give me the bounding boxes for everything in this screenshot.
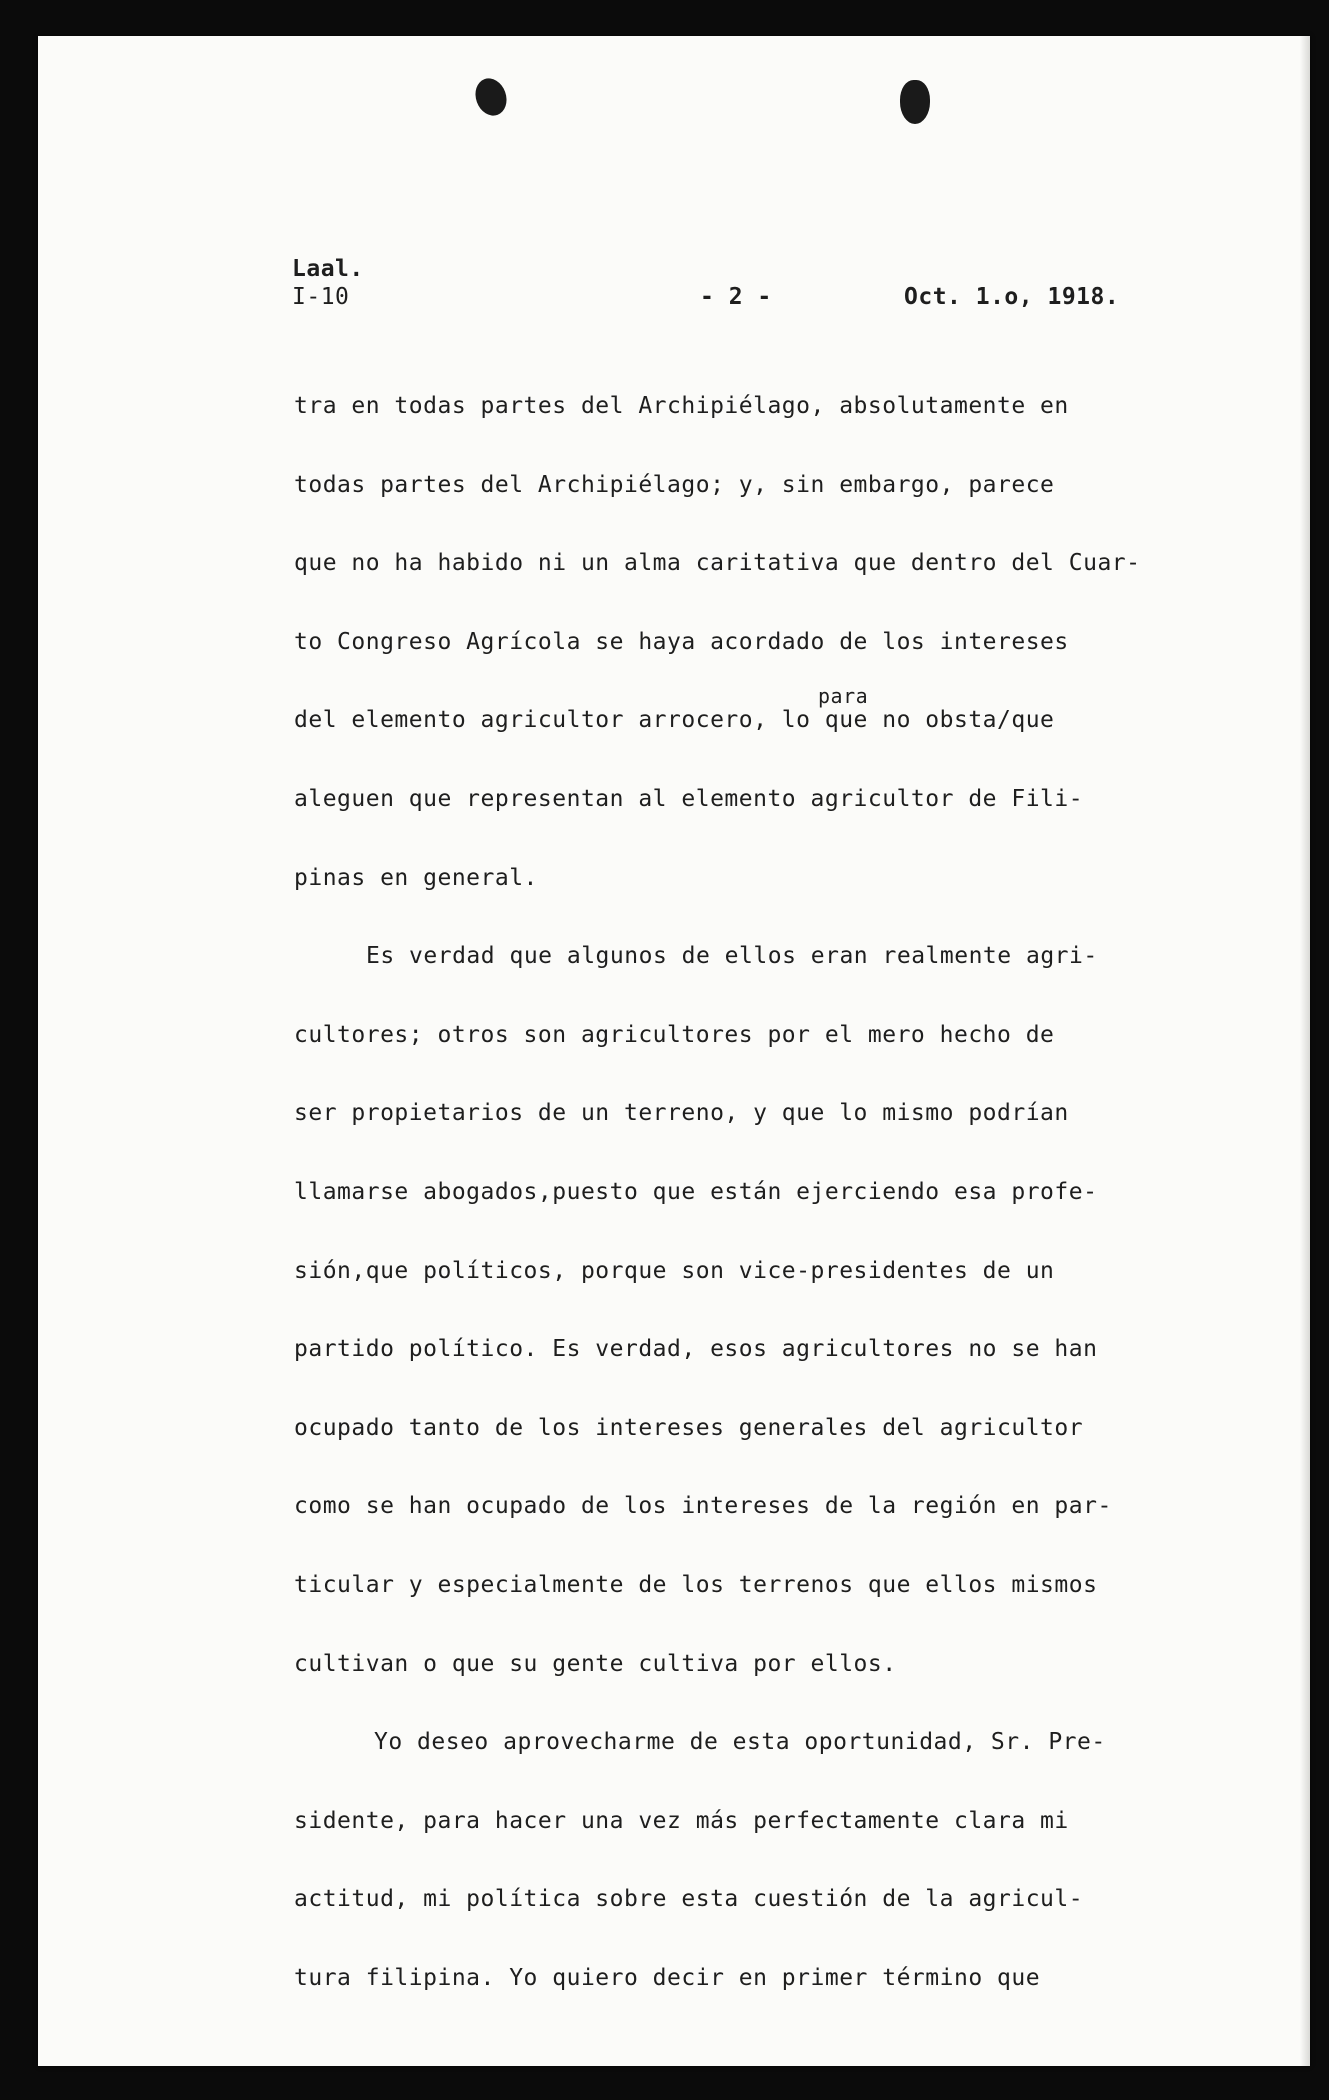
reference-number: I-10 bbox=[292, 284, 350, 310]
text-line: del elemento agricultor arrocero, lo que no obsta/que bbox=[294, 707, 1055, 734]
text-line: tra en todas partes del Archipiélago, absolutamente en bbox=[294, 393, 1069, 419]
text-line: pinas en general. bbox=[294, 864, 538, 891]
text-line: sidente, para hacer una vez más perfectamente clara mi bbox=[294, 1807, 1069, 1834]
text-line: todas partes del Archipiélago; y, sin embargo, parece bbox=[294, 471, 1055, 498]
text-line: como se han ocupado de los intereses de la región en par- bbox=[294, 1493, 1112, 1520]
text-line: tura filipina. Yo quiero decir en primer término que bbox=[294, 1964, 1041, 1991]
body-text bbox=[294, 386, 1304, 2036]
page-number: - 2 - bbox=[700, 284, 772, 310]
text-line: ticular y especialmente de los terrenos que ellos mismos bbox=[294, 1571, 1098, 1598]
text-line: aleguen que representan al elemento agricultor de Fili- bbox=[294, 785, 1084, 812]
text-line: sión,que políticos, porque son vice-presidentes de un bbox=[294, 1257, 1055, 1284]
text-line: llamarse abogados,puesto que están ejerciendo esa profe- bbox=[294, 1178, 1098, 1205]
text-line: to Congreso Agrícola se haya acordado de los intereses bbox=[294, 628, 1069, 655]
text-line: cultivan o que su gente cultiva por ellos. bbox=[294, 1650, 897, 1677]
page-header bbox=[292, 256, 1192, 326]
document-date: Oct. 1.o, 1918. bbox=[904, 284, 1120, 310]
text-line: cultores; otros son agricultores por el mero hecho de bbox=[294, 1021, 1055, 1048]
punch-hole-left bbox=[470, 74, 511, 120]
text-line: ocupado tanto de los intereses generales del agricultor bbox=[294, 1414, 1084, 1441]
text-line: actitud, mi política sobre esta cuestión de la agricul- bbox=[294, 1886, 1084, 1913]
handwritten-insertion: para bbox=[818, 684, 869, 708]
reference-initials: Laal. bbox=[292, 256, 364, 282]
paragraph-start-line: Yo deseo aprovecharme de esta oportunidad, Sr. Pre- bbox=[374, 1729, 1106, 1756]
text-line: partido político. Es verdad, esos agricultores no se han bbox=[294, 1336, 1098, 1363]
punch-hole-right bbox=[900, 80, 930, 124]
document-page bbox=[38, 36, 1310, 2066]
paragraph-start-line: Es verdad que algunos de ellos eran realmente agri- bbox=[366, 943, 1098, 970]
text-line: ser propietarios de un terreno, y que lo mismo podrían bbox=[294, 1100, 1069, 1127]
text-line: que no ha habido ni un alma caritativa que dentro del Cuar- bbox=[294, 550, 1141, 577]
